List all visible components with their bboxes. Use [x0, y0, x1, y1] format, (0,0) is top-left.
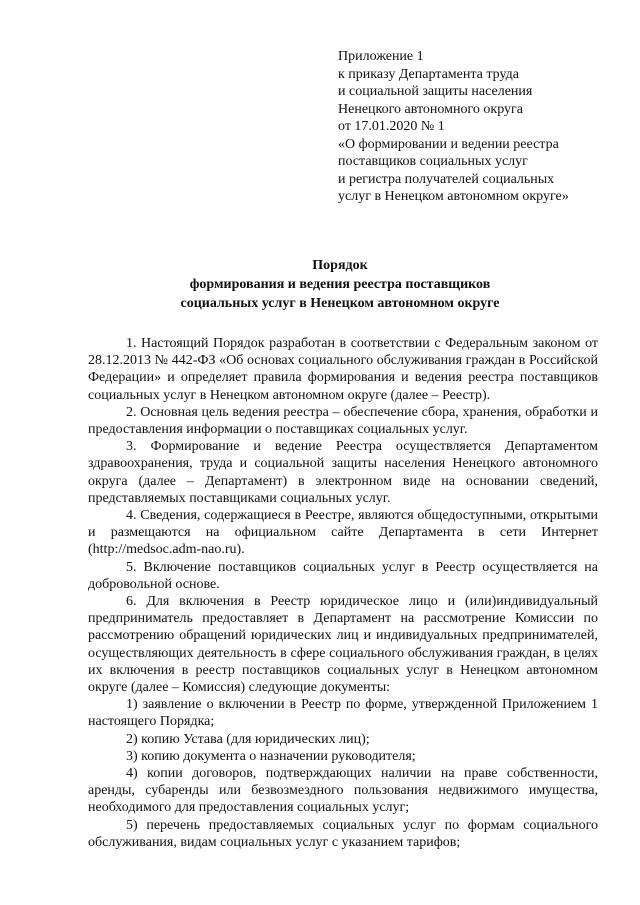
- appendix-line: и социальной защиты населения: [338, 84, 533, 99]
- appendix-line: поставщиков социальных услуг: [338, 154, 528, 169]
- paragraph-5: 5. Включение поставщиков социальных услуг в Реестр осуществляется на добровольной основе.: [88, 559, 598, 592]
- appendix-line: «О формировании и ведении реестра: [338, 136, 559, 152]
- appendix-line: к приказу Департамента труда: [338, 66, 519, 82]
- list-item-3: 3) копию документа о назначении руководителя;: [126, 748, 416, 764]
- list-item-2: 2) копию Устава (для юридических лиц);: [126, 731, 370, 747]
- title-line: социальных услуг в Ненецком автономном округе: [180, 296, 500, 311]
- paragraph-1: 1. Настоящий Порядок разработан в соответствии с Федеральным законом от 28.12.2013 № 442-ФЗ «Об основах социального обслуживания граждан в Российской Федерации» и определяет правила формирования и ведения реестра поставщиков социальных услуг в Ненецком автономном округе (далее – Реестр).: [88, 336, 598, 403]
- list-item-5: 5) перечень предоставляемых социальных услуг по формам социального обслуживания, видам социальных услуг с указанием тарифов;: [88, 817, 598, 850]
- list-item-4: 4) копии договоров, подтверждающих наличии на праве собственности, аренды, субаренды или безвозмездного пользования недвижимого имущества, необходимого для предоставления социальных услуг;: [88, 766, 598, 816]
- appendix-header: [338, 48, 608, 206]
- appendix-line: Приложение 1: [338, 49, 424, 64]
- list-item-1: 1) заявление о включении в Реестр по форме, утвержденной Приложением 1 настоящего Порядка;: [88, 697, 598, 730]
- paragraph-6: 6. Для включения в Реестр юридическое лицо и (или)индивидуальный предприниматель предоставляет в Департамент на рассмотрение Комиссии по рассмотрению обращений юридических лиц и индивидуальных предпринимателей, осуществляющих деятельность в сфере социального обслуживания граждан, в целях их включения в реестр поставщиков социальных услуг в Ненецком автономном округе (далее – Комиссия) следующие документы:: [88, 594, 598, 696]
- appendix-line: и регистра получателей социальных: [338, 171, 555, 187]
- title-line: Порядок: [312, 258, 368, 273]
- paragraph-2: 2. Основная цель ведения реестра – обеспечение сбора, хранения, обработки и предоставления информации о поставщиках социальных услуг.: [88, 404, 598, 438]
- paragraph-3: 3. Формирование и ведение Реестра осуществляется Департаментом здравоохранения, труда и социальной защиты населения Ненецкого автономного округа (далее – Департамент) в электронном виде на основании сведений, представляемых поставщиками социальных услуг.: [88, 439, 598, 506]
- paragraph-4: 4. Сведения, содержащиеся в Реестре, являются общедоступными, открытыми и размещаются на официальном сайте Департамента в сети Интернет (http://medsoc.adm-nao.ru).: [88, 508, 598, 558]
- title-line: формирования и ведения реестра поставщиков: [189, 277, 491, 292]
- appendix-line: услуг в Ненецком автономном округе»: [338, 189, 569, 204]
- document-body: [88, 335, 598, 851]
- appendix-line: Ненецкого автономного округа: [338, 101, 523, 117]
- appendix-line: от 17.01.2020 № 1: [338, 119, 445, 134]
- document-title: [80, 256, 600, 313]
